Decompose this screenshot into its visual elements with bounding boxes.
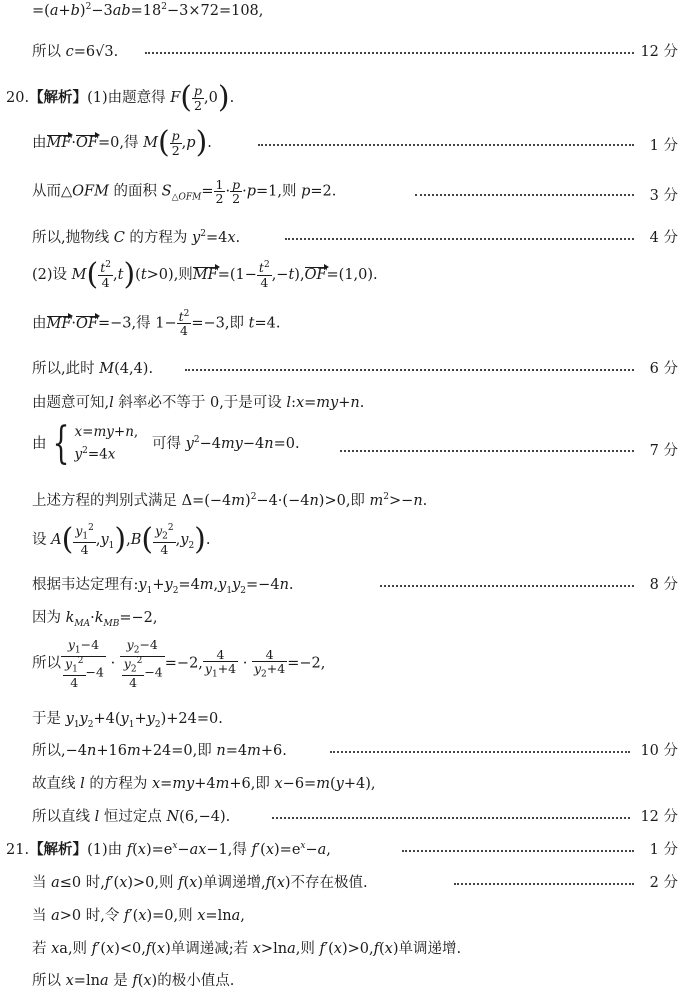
line-10: 由题意可知,l 斜率必不等于 0,于是可设 l:x=my+n. (32, 395, 365, 411)
leader-dots (330, 751, 630, 753)
leader-dots (415, 194, 634, 196)
score-label: 2 分 (649, 875, 678, 891)
line-04: 由MF·OF=0,得 M( $\frac{p}{2}$ ,p). (32, 125, 212, 160)
line-16: 所以 $y_1-4$ $\frac{y_1^2}{4}$ −4 · $y_2-4$ $\frac{y_2^2}{4}$ −4 =−2, $\frac{4}{y_1+4}$ · $\frac{4}{y_2+4}$ =−2, (32, 637, 326, 691)
score-label: 12 分 (640, 809, 678, 825)
line-22: 当 a≤0 时,f′(x)>0,则 f(x)单调递增,f(x)不存在极值. (32, 875, 368, 891)
question-21-heading: 21.【解析】(1)由 $f(x)=e^x-ax-1$,得 $f'(x)=e^x-a$, (6, 841, 331, 858)
score-label: 7 分 (649, 443, 678, 459)
score-label: 1 分 (649, 138, 678, 154)
line-19: 故直线 l 的方程为 x=my+4m+6,即 x−6=m(y+4), (32, 776, 376, 792)
leader-dots (258, 144, 634, 146)
line-20: 所以直线 l 恒过定点 N(6,−4). (32, 809, 231, 825)
leader-dots (340, 450, 634, 452)
line-05: 从而△OFM 的面积 $S_{\triangle OFM}=$ $\frac{1}{2}$ · $\frac{p}{2}$ ·p=1,则 p=2. (32, 177, 337, 207)
leader-dots (285, 238, 634, 240)
leader-dots (185, 369, 634, 371)
line-12: 上述方程的判别式满足 $\Delta=(-4m)^2-4\cdot(-4n)>0$,即 $m^2>-n$. (32, 492, 428, 509)
score-label: 8 分 (649, 577, 678, 593)
line-23: 当 a>0 时,令 f′(x)=0,则 x=lna, (32, 908, 245, 924)
line-02: 所以 c=6√3. (32, 44, 119, 60)
line-07: (2)设 M( $\frac{t^2}{4}$ ,t)(t>0),则MF=(1− $\frac{t^2}{4}$ ,−t),OF=(1,0). (32, 257, 378, 292)
score-label: 1 分 (649, 842, 678, 858)
leader-dots (402, 850, 634, 852)
score-label: 6 分 (649, 361, 678, 377)
line-06: 所以,抛物线 C 的方程为 $y^2=4x$. (32, 229, 241, 246)
leader-dots (380, 585, 634, 587)
leader-dots (454, 883, 634, 885)
question-20-heading: 20.【解析】(1)由题意得 F( $\frac{p}{2}$ ,0). (6, 80, 235, 115)
leader-dots (145, 52, 634, 54)
line-18: 所以,−4n+16m+24=0,即 n=4m+6. (32, 743, 287, 759)
line-08: 由MF·OF=−3,得 1− $\frac{t^2}{4}$ =−3,即 t=4. (32, 309, 281, 339)
line-13: 设 A( $\frac{y_1^2}{4}$ $,y_1),B$( $\frac{y_2^2}{4}$ $,y_2$). (32, 522, 211, 558)
line-25: 所以 x=lna 是 f(x)的极小值点. (32, 973, 235, 989)
line-17: 于是 $y_1y_2+4(y_1+y_2)+24=0$. (32, 711, 223, 730)
score-label: 3 分 (649, 188, 678, 204)
leader-dots (272, 817, 630, 819)
line-01: $=(a+b)^2-3ab=18^2-3\times 72=108$, (32, 2, 264, 19)
score-label: 4 分 (649, 230, 678, 246)
score-label: 12 分 (640, 44, 678, 60)
line-11: 由 { x=my+n, $y^2=4x$ 可得 $y^2-4my-4n=0$. (32, 418, 300, 469)
line-14: 根据韦达定理有$:y_1+y_2=4m,y_1y_2=-4n$. (32, 577, 294, 596)
line-15: 因为 $k_{MA}\cdot k_{MB}=-2$, (32, 610, 158, 629)
line-24: 若 xa,则 f′(x)<0,f(x)单调递减;若 x>lna,则 f′(x)>0,f(x)单调递增. (32, 941, 462, 957)
line-09: 所以,此时 M(4,4). (32, 361, 154, 377)
score-label: 10 分 (640, 743, 678, 759)
